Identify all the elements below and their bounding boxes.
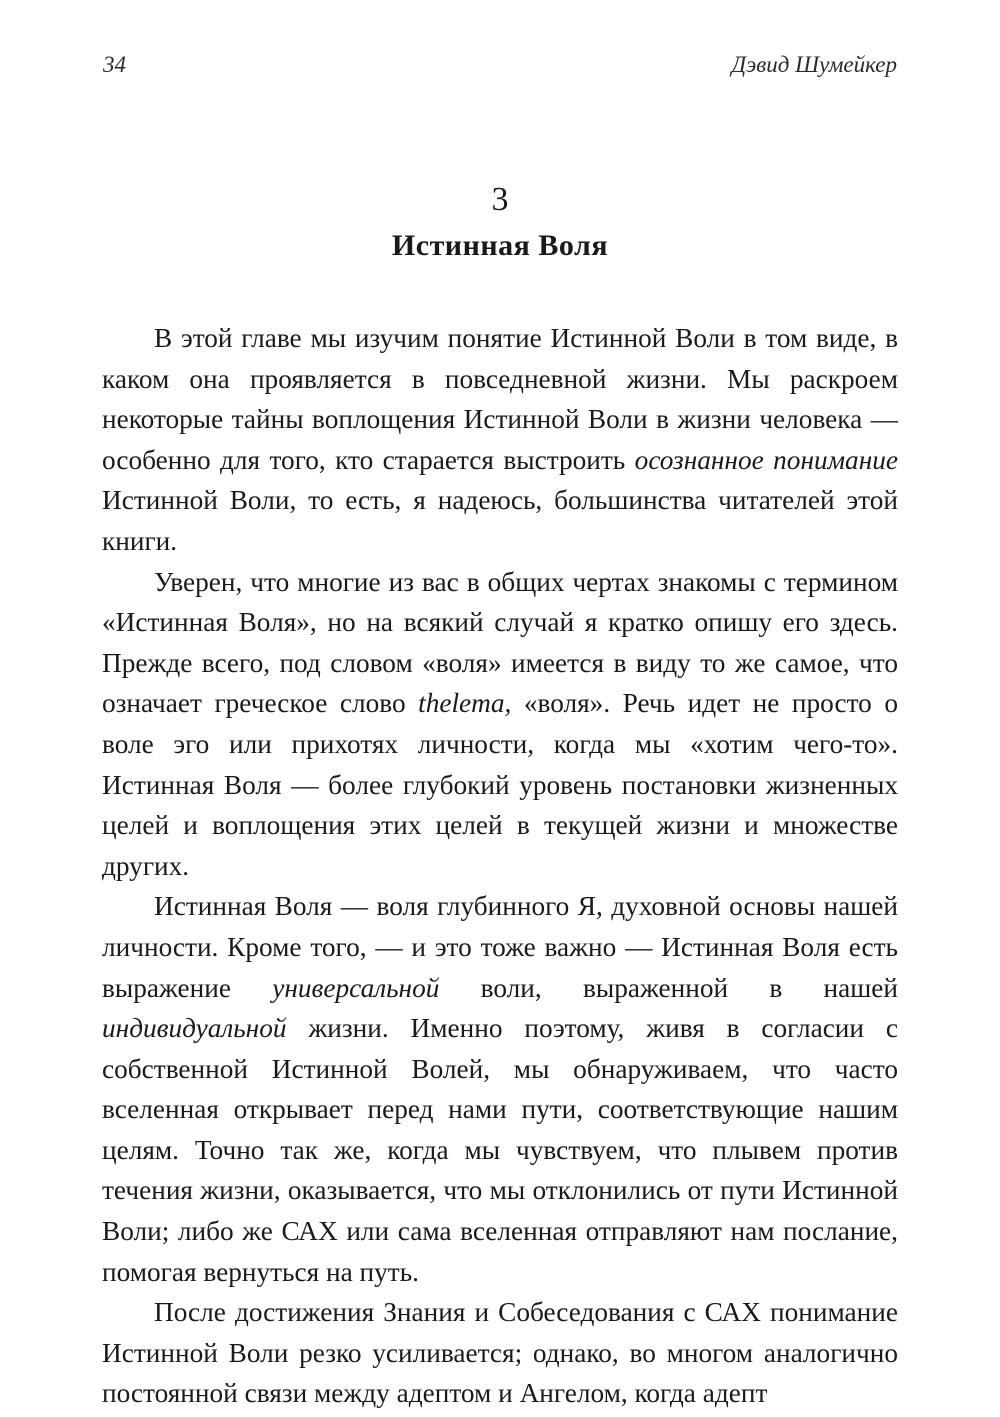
body-text [102,318,898,1414]
running-head [103,52,897,82]
text-run: Истинная Воля — воля глубинного Я, духовной основы нашей личности. Кроме того, — и это тоже важно — Истинная Воля есть выражение [102,891,898,1003]
paragraph [102,1292,898,1414]
paragraph [102,318,898,562]
italic-term: thelema, [418,688,512,719]
text-run: воли, выраженной в нашей [439,972,899,1003]
paragraph [102,886,898,1292]
text-run: Истинной Воли, то есть, я надеюсь, большинства читателей этой книги. [102,485,898,556]
text-run: Уверен, что многие из вас в общих чертах знакомы с термином «Истинная Воля», но на всякий случай я кратко опишу его здесь. Прежде всего, под словом «воля» имеется в виду то же самое, что означает греческое слово [102,566,898,719]
italic-term: индивидуальной [102,1013,287,1044]
text-run: После достижения Знания и Собеседования с САХ понимание Истинной Воли резко усиливается; однако, во многом аналогично постоянной связи между адептом и Ангелом, когда адепт [102,1297,898,1409]
text-run: жизни. Именно поэтому, живя в согласии с собственной Истинной Волей, мы обнаруживаем, что часто вселенная открывает перед нами пути, соответствующие нашим целям. Точно так же, когда мы чувствуем, что плывем против течения жизни, оказывается, что мы отклонились от пути Истинной Воли; либо же САХ или сама вселенная отправляют нам послание, помогая вернуться на путь. [102,1013,898,1287]
italic-term: универсальной [272,972,440,1003]
author-name: Дэвид Шумейкер [731,52,897,77]
italic-term: осознанное понимание [634,444,899,475]
paragraph [102,562,898,887]
chapter-number: 3 [491,181,509,218]
text-run: «воля». Речь идет не просто о воле эго или прихотях личности, когда мы «хотим чего-то». Истинная Воля — более глубокий уровень постановки жизненных целей и воплощения этих целей в текущей жизни и множестве других. [102,688,898,881]
page-number: 34 [103,52,126,77]
text-run: В этой главе мы изучим понятие Истинной Воли в том виде, в каком она проявляется в повседневной жизни. Мы раскроем некоторые тайны воплощения Истинной Воли в жизни человека — особенно для того, кто старается выстроить [102,323,898,475]
chapter-title: Истинная Воля [391,229,609,262]
